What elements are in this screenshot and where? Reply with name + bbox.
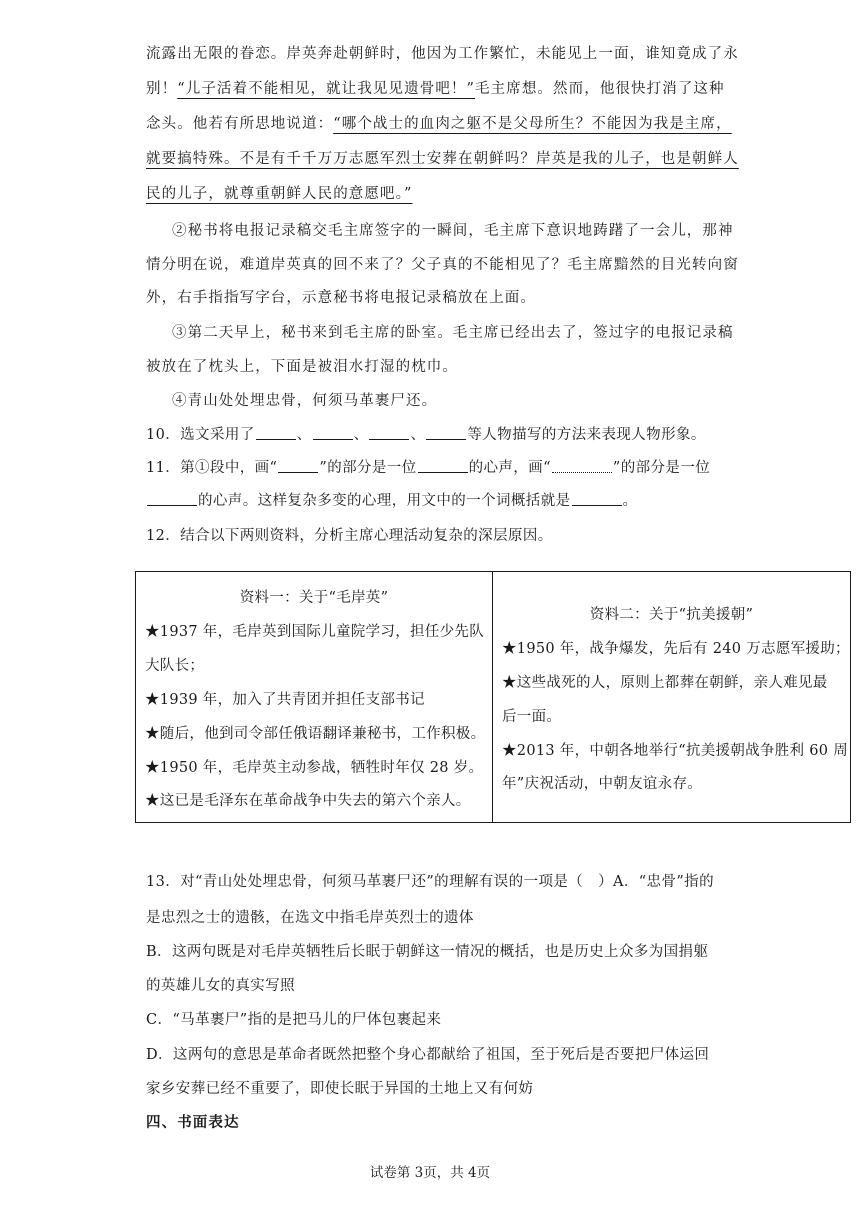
material-item: 大队长；: [145, 658, 205, 674]
material-item: ★1937 年，毛岸英到国际儿童院学习，担任少先队: [145, 624, 485, 640]
material-one: [136, 572, 493, 823]
answer-blank[interactable]: [147, 491, 197, 506]
question-text: 。: [622, 493, 638, 509]
question-text: 11．第①段中，画“: [146, 460, 278, 476]
passage-line: 被放在了枕头上，下面是被泪水打湿的枕巾。: [146, 359, 458, 375]
separator: 、: [410, 427, 426, 443]
material-item: ★1939 年，加入了共青团并担任支部书记: [145, 692, 425, 708]
passage-line: ④青山处处埋忠骨，何须马革裹尸还。: [172, 393, 438, 409]
question-text: ”的部分是一位: [319, 460, 417, 476]
option-d: 家乡安葬已经不重要了，即使长眠于异国的土地上又有何妨: [146, 1081, 534, 1097]
question-text: ”的部分是一位: [612, 460, 711, 476]
question-12: 12．结合以下两则资料，分析主席心理活动复杂的深层原因。: [146, 528, 553, 544]
passage-line: 外，右手指指写字台，示意秘书将电报记录稿放在上面。: [146, 290, 536, 306]
underlined-quote: “儿子活着不能相见，就让我见见遗骨吧！”: [177, 81, 476, 97]
question-13: 13．对“青山处处埋忠骨，何须马革裹尸还”的理解有误的一项是（ ）A．“忠骨”指的: [146, 874, 714, 890]
question-text: 等人物描写的方法来表现人物形象。: [467, 427, 706, 443]
option-c: C．“马革裹尸”指的是把马儿的尸体包裹起来: [146, 1012, 442, 1028]
material-item: ★随后，他到司令部任俄语翻译兼秘书，工作积极。: [145, 726, 486, 742]
separator: 、: [296, 427, 312, 443]
passage-line: 流露出无限的眷恋。岸英奔赴朝鲜时，他因为工作繁忙，未能见上一面，谁知竟成了永: [146, 46, 739, 62]
question-11-cont: [146, 489, 637, 510]
question-text: 的心声，画“: [468, 460, 551, 476]
passage-text: 念头。他若有所思地说道：: [146, 116, 334, 132]
material-item: 后一面。: [502, 709, 562, 725]
separator: 、: [353, 427, 369, 443]
underlined-quote: “哪个战士的血肉之躯不是父母所生？不能因为我是主席，: [333, 116, 732, 132]
passage-line: [146, 77, 725, 98]
underlined-quote: 民的儿子，就尊重朝鲜人民的意愿吧。”: [146, 186, 413, 202]
answer-blank[interactable]: [369, 425, 409, 440]
option-b: 的英雄儿女的真实写照: [146, 978, 295, 994]
answer-blank[interactable]: [426, 425, 466, 440]
answer-blank[interactable]: [256, 425, 296, 440]
material-item: ★这已是毛泽东在革命战争中失去的第六个亲人。: [145, 793, 471, 809]
answer-blank[interactable]: [418, 458, 468, 473]
material-title: 资料一：关于“毛岸英”: [239, 590, 389, 606]
option-a: 是忠烈之士的遗骸，在选文中指毛岸英烈士的遗体: [146, 910, 474, 926]
passage-line: ②秘书将电报记录稿交毛主席签字的一瞬间，毛主席下意识地踌躇了一会儿，那神: [172, 223, 734, 239]
materials-table: [135, 571, 851, 823]
material-title: 资料二：关于“抗美援朝”: [589, 607, 754, 623]
question-11: [146, 456, 710, 477]
option-d: D．这两句的意思是革命者既然把整个身心都献给了祖国，至于死后是否要把尸体运回: [146, 1047, 710, 1063]
material-item: ★这些战死的人，原则上都葬在朝鲜，亲人难见最: [502, 675, 828, 691]
section-title: 四、书面表达: [146, 1114, 240, 1131]
answer-blank[interactable]: [313, 425, 353, 440]
question-text: 10．选文采用了: [146, 427, 255, 443]
question-text: 的心声。这样复杂多变的心理，用文中的一个词概括就是: [198, 493, 571, 509]
answer-blank[interactable]: [278, 458, 318, 473]
underlined-quote: 就要搞特殊。不是有千千万万志愿军烈士安葬在朝鲜吗？岸英是我的儿子，也是朝鲜人: [146, 151, 739, 167]
passage-text: 别！: [146, 81, 178, 97]
material-two: [493, 572, 851, 823]
material-item: ★1950 年，毛岸英主动参战，牺牲时年仅 28 岁。: [145, 760, 484, 776]
material-item: ★1950 年，战争爆发，先后有 240 万志愿军援助；: [502, 641, 850, 657]
question-10: [146, 423, 706, 444]
passage-line: ③第二天早上，秘书来到毛主席的卧室。毛主席已经出去了，签过字的电报记录稿: [172, 325, 734, 341]
material-item: 年”庆祝活动，中朝友谊永存。: [502, 776, 703, 792]
passage-line: [146, 112, 732, 133]
answer-blank[interactable]: [552, 458, 612, 473]
material-item: ★2013 年，中朝各地举行“抗美援朝战争胜利 60 周: [502, 743, 848, 759]
passage-text: 毛主席想。然而，他很快打消了这种: [475, 81, 725, 97]
answer-blank[interactable]: [572, 491, 622, 506]
page-footer: 试卷第 3页，共 4页: [369, 1165, 491, 1181]
passage-line: 情分明在说，难道岸英真的回不来了？父子真的不能相见了？毛主席黯然的目光转向窗: [146, 257, 739, 273]
option-b: B．这两句既是对毛岸英牺牲后长眠于朝鲜这一情况的概括，也是历史上众多为国捐躯: [146, 944, 709, 960]
